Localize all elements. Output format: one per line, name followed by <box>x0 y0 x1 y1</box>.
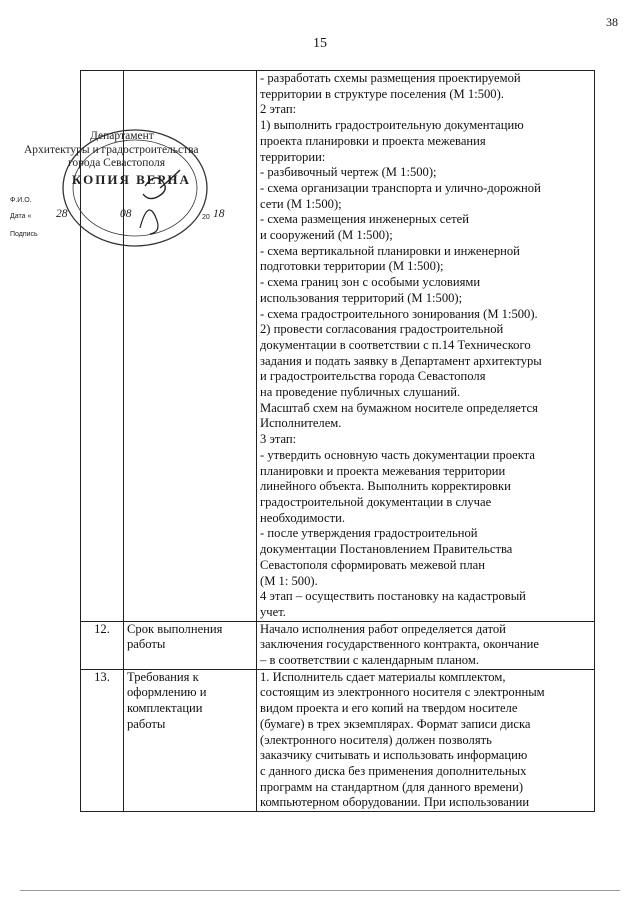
content-line: заказчику считывать и использовать информацию <box>260 748 528 763</box>
content-line: заключения государственного контракта, окончание <box>260 637 539 652</box>
content-line: компьютерном оборудовании. При использовании <box>260 795 530 810</box>
content-line: линейного объекта. Выполнить корректировки <box>260 479 511 494</box>
content-line: Севастополя сформировать межевой план <box>260 557 485 572</box>
content-line: (бумаге) в трех экземплярах. Формат записи диска <box>260 716 531 731</box>
content-line: программ на стандартном (для данного времени) <box>260 779 524 794</box>
content-line: градостроительной документации в случае <box>260 494 492 509</box>
content-line: - утвердить основную часть документации проекта <box>260 447 535 462</box>
stamp-fio-label: Ф.И.О. <box>10 197 32 204</box>
content-line: на проведение публичных слушаний. <box>260 385 461 400</box>
content-line: - схема организации транспорта и улично-дорожной <box>260 180 541 195</box>
content-line: территории в структуре поселения (М 1:500). <box>260 86 504 101</box>
stamp-date-year: 18 <box>213 208 225 220</box>
row-content <box>257 669 595 811</box>
content-line: 3 этап: <box>260 432 297 447</box>
content-line: территории: <box>260 149 326 164</box>
stamp-line-2: Архитектуры и градостроительства <box>24 144 199 156</box>
row-number: 13. <box>81 669 124 811</box>
stamp-line-1: Департамент <box>90 130 154 142</box>
page-number: 15 <box>313 36 327 51</box>
content-line: Исполнителем. <box>260 416 342 431</box>
content-line: 2 этап: <box>260 102 297 117</box>
row-title <box>124 669 257 811</box>
row-title <box>124 621 257 669</box>
content-line: проекта планировки и проекта межевания <box>260 133 486 148</box>
stamp-line-3: города Севастополя <box>68 157 165 169</box>
stamp-date-year-prefix: 20 <box>202 214 210 221</box>
specification-table <box>80 70 595 812</box>
content-line: Начало исполнения работ определяется датой <box>260 621 506 636</box>
row-title <box>124 71 257 622</box>
content-line: использования территорий (М 1:500); <box>260 290 463 305</box>
sheet-number: 38 <box>606 15 618 29</box>
content-line: (М 1: 500). <box>260 573 318 588</box>
row-number <box>81 71 124 622</box>
content-line: необходимости. <box>260 510 346 525</box>
content-line: - схема вертикальной планировки и инженерной <box>260 243 520 258</box>
content-line: Масштаб схем на бумажном носителе определяется <box>260 400 538 415</box>
content-line: - разбивочный чертеж (М 1:500); <box>260 165 437 180</box>
row-title-line: оформлению и <box>127 685 207 700</box>
content-line: сети (М 1:500); <box>260 196 342 211</box>
stamp-date-day: 28 <box>56 208 68 220</box>
row-content <box>257 621 595 669</box>
row-title-line: работы <box>127 637 166 652</box>
content-line: видом проекта и его копий на твердом носителе <box>260 701 518 716</box>
content-line: учет. <box>260 604 286 619</box>
content-line: планировки и проекта межевания территории <box>260 463 506 478</box>
stamp-title: КОПИЯ ВЕРНА <box>72 172 191 187</box>
table-row <box>81 621 595 669</box>
content-line: документации Постановлением Правительства <box>260 542 513 557</box>
content-line: задания и подать заявку в Департамент архитектуры <box>260 353 542 368</box>
content-line: - схема размещения инженерных сетей <box>260 212 469 227</box>
table-row <box>81 669 595 811</box>
content-line: 4 этап – осуществить постановку на кадастровый <box>260 589 526 604</box>
content-line: - разработать схемы размещения проектируемой <box>260 71 521 85</box>
content-line: - схема градостроительного зонирования (М 1:500). <box>260 306 538 321</box>
content-line: - схема границ зон с особыми условиями <box>260 275 481 290</box>
page-bottom-rule <box>20 890 620 891</box>
content-line: документации в соответствии с п.14 Технического <box>260 337 531 352</box>
row-title-line: комплектации <box>127 701 203 716</box>
row-number: 12. <box>81 621 124 669</box>
content-line: и градостроительства города Севастополя <box>260 369 486 384</box>
stamp-date-month: 08 <box>120 208 132 220</box>
stamp-date-label: Дата « <box>10 213 32 220</box>
content-line: (электронного носителя) должен позволять <box>260 732 492 747</box>
content-line: и сооружений (М 1:500); <box>260 228 393 243</box>
content-line: - после утверждения градостроительной <box>260 526 478 541</box>
row-content <box>257 71 595 622</box>
content-line: состоящим из электронного носителя с электронным <box>260 685 545 700</box>
row-title-line: Срок выполнения <box>127 621 223 636</box>
content-line: 1) выполнить градостроительную документацию <box>260 118 524 133</box>
row-title-line: работы <box>127 716 166 731</box>
row-title-line: Требования к <box>127 669 199 684</box>
content-line: – в соответствии с календарным планом. <box>260 653 479 668</box>
content-line: с данного диска без применения дополнительных <box>260 763 527 778</box>
stamp-sign-label: Подпись <box>10 231 38 238</box>
content-line: 2) провести согласования градостроительной <box>260 322 504 337</box>
table-row <box>81 71 595 622</box>
content-line: подготовки территории (М 1:500); <box>260 259 444 274</box>
content-line: 1. Исполнитель сдает материалы комплектом, <box>260 669 506 684</box>
